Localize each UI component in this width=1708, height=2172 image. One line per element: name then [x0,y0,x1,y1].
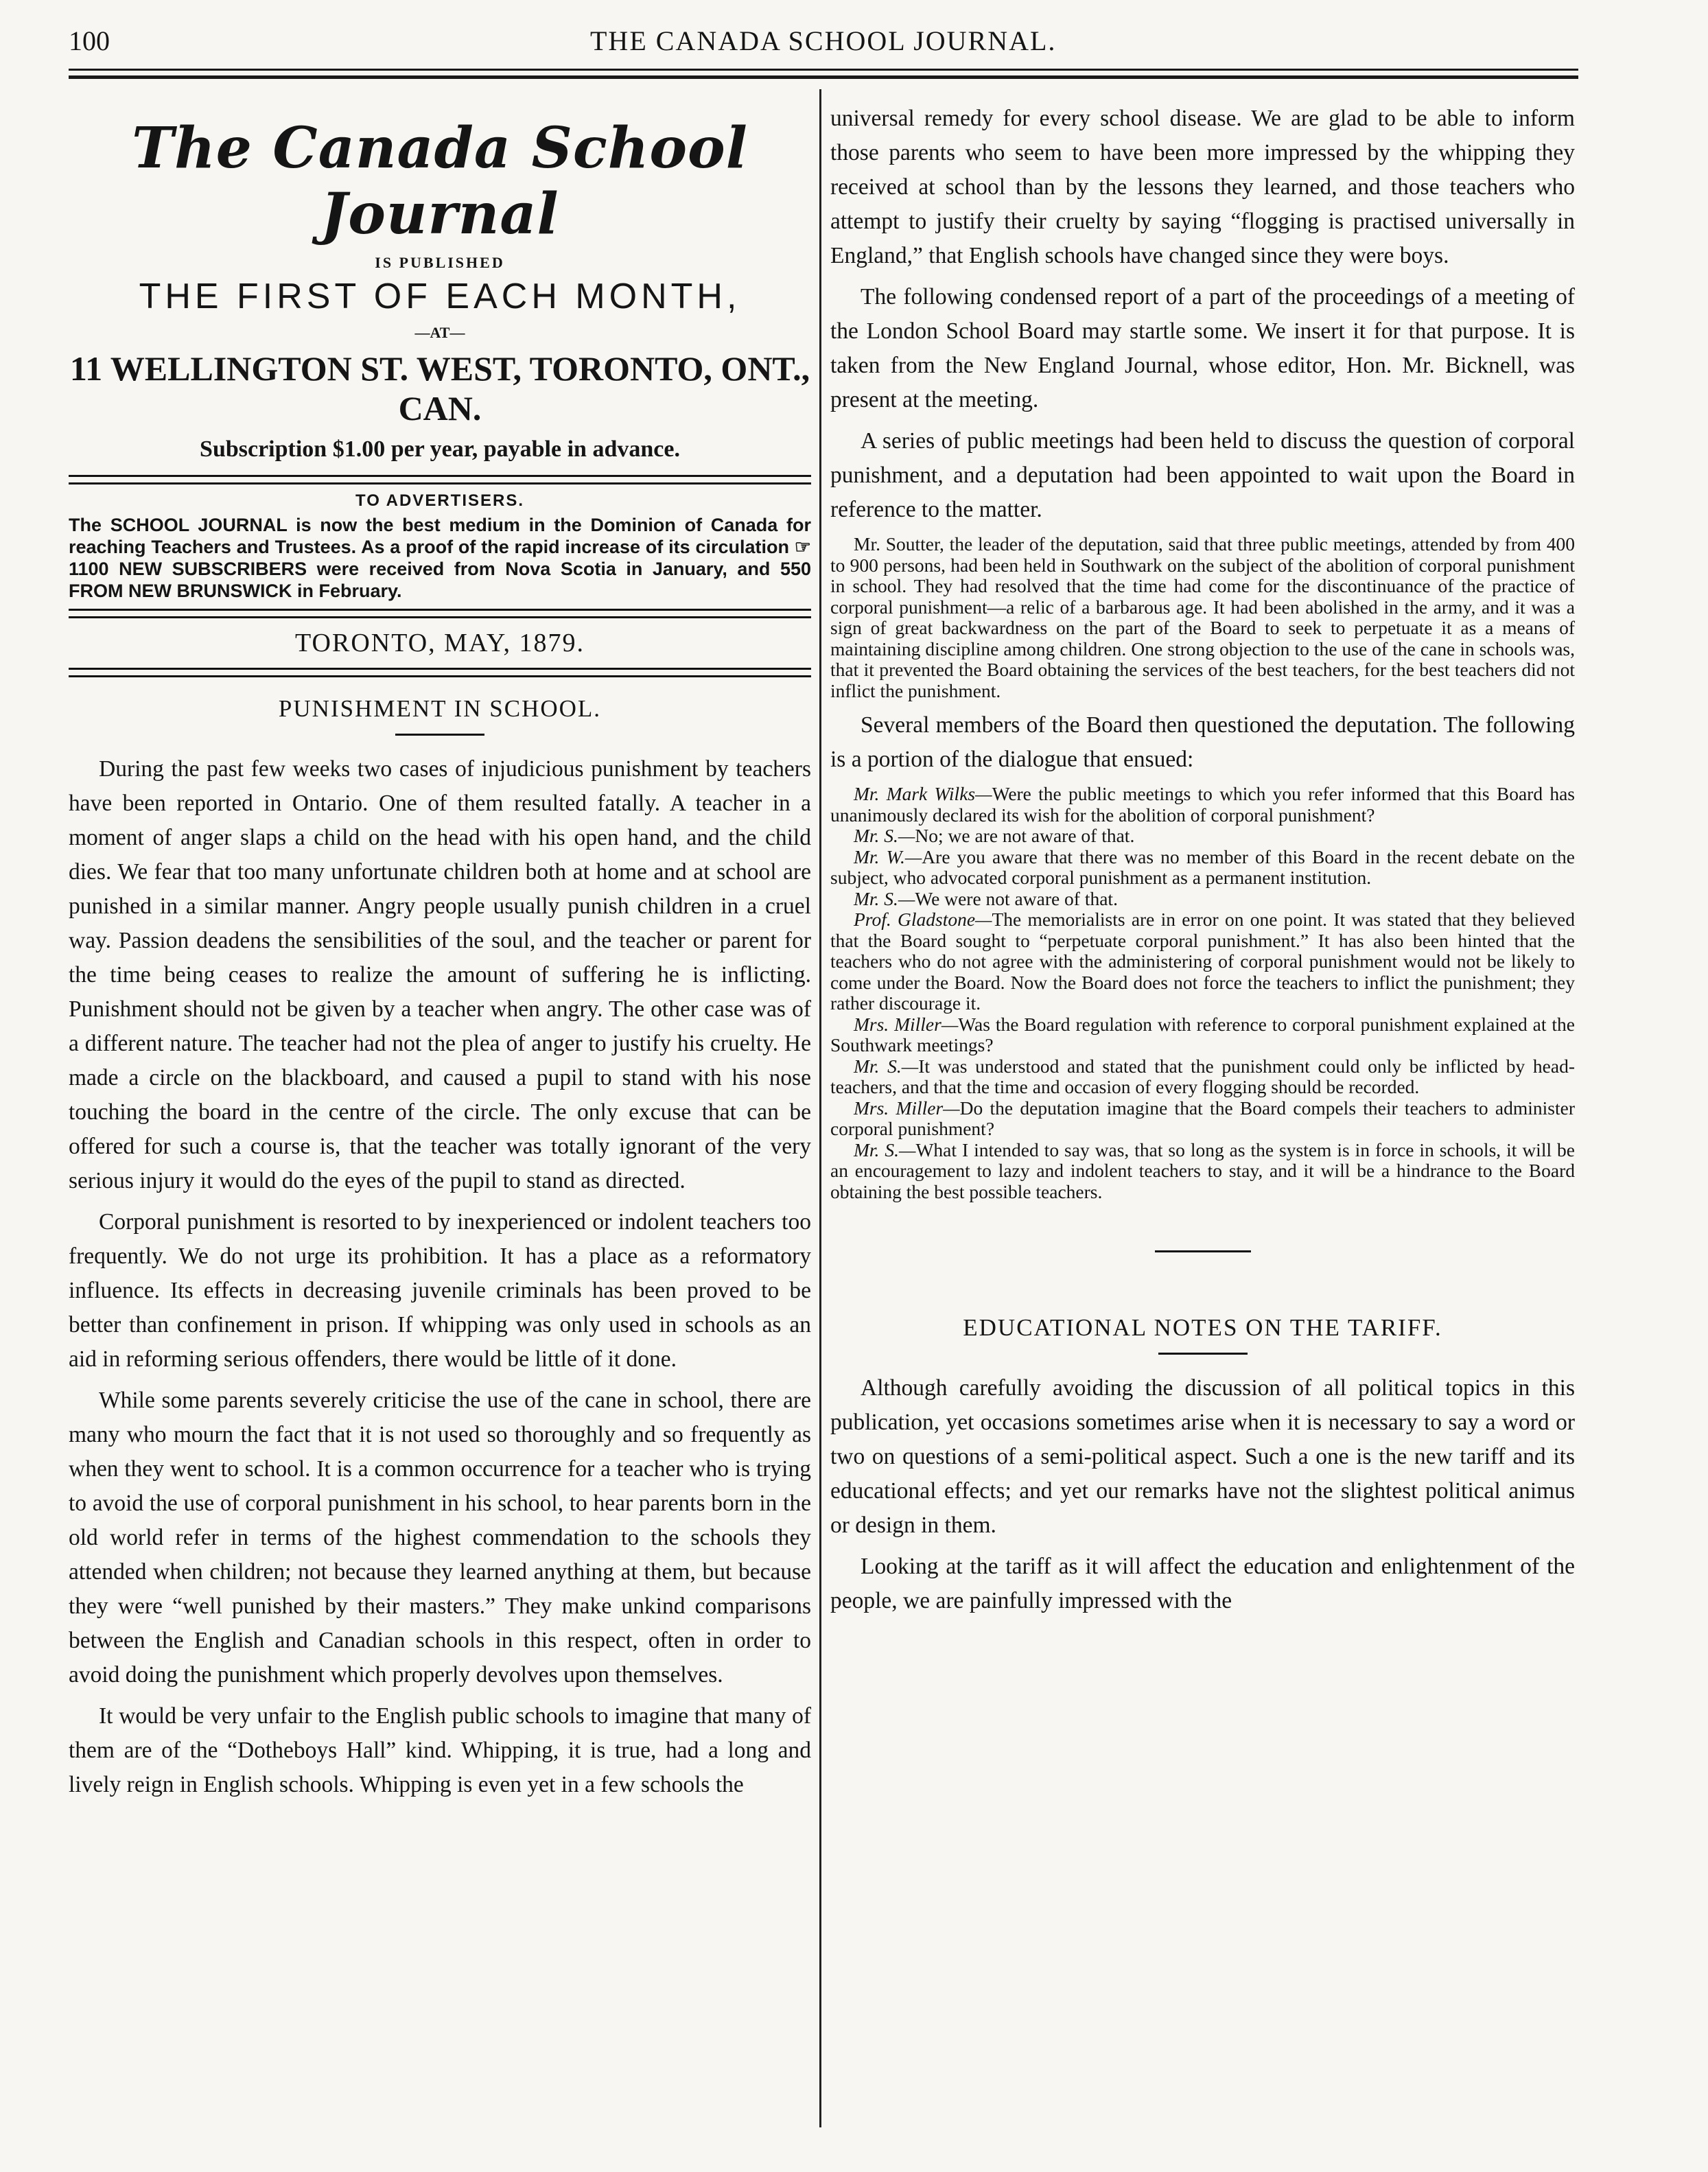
speaker: Prof. Gladstone— [854,909,992,930]
article-paragraph: Several members of the Board then questioned the deputation. The following is a portion of the dialogue that ensued: [830,712,1575,772]
speaker: Mr. S.— [854,887,915,909]
dialogue-line [830,1098,1575,1140]
advertisers-notice: The SCHOOL JOURNAL is now the best medium in the Dominion of Canada for reaching Teachers and Trustees. As a proof of the rapid increase of its circulation ☞ 1100 NEW SUBSCRIBERS were received from Nova Scotia in January, and 550 FROM NEW BRUNSWICK in February. [69,515,811,601]
dialogue-line [830,1140,1575,1203]
article-paragraph: During the past few weeks two cases of injudicious punishment by teachers have been reported in Ontario. One of them resulted fatally. A teacher in a moment of anger slaps a child on the head with his open hand, and the child dies. We fear that too many unfortunate children both at home and at school are punished in a similar manner. Angry people usually punish children in a cruel way. Passion deadens the sensibilities of the soul, and the teacher or parent for the time being ceases to realize the amount of suffering he is inflicting. Punishment should not be given by a teacher when angry. The other case was of a different nature. The teacher had not the plea of anger to justify his cruelty. He made a circle on the blackboard, and caused a pupil to stand with his nose touching the board in the centre of the circle. The only excuse that can be offered for such a course is, that the teacher was totally ignorant of the very serious injury it would do the eyes of the pupil to stand as directed. [69,756,811,1194]
publication-frequency: THE FIRST OF EACH MONTH, [139,277,741,316]
page-header [69,19,1578,60]
article-paragraph: Although carefully avoiding the discussion of all political topics in this publication, yet occasions sometimes arise when it is necessary to say a word or two on questions of a semi-political aspect. Such a one is the new tariff and its educational effects; and yet our remarks have not the slightest political animus or design in them. [830,1375,1575,1538]
title-rule [395,734,484,736]
dialogue-line [830,889,1575,910]
speaker: Mrs. Miller— [854,1013,959,1035]
header-rule [69,69,1578,71]
dialogue-text: We were not aware of that. [915,887,1118,909]
double-rule [69,475,811,484]
report-paragraph: Mr. Soutter, the leader of the deputation, said that three public meetings, attended by from 400 to 900 persons, had been held in Southwark on the subject of the abolition of corporal punishment in school. They had resolved that the time had come for the discontinuance of the practice of corporal punishment—a relic of a barbarous age. It had been abolished in the army, and it was a sign of great backwardness on the part of the Board to seek to perpetuate it as a means of maintaining discipline among children. One strong objection to the use of the cane in schools was, that it prevented the Board obtaining the services of the best teachers, for the best teachers did not inflict the punishment. [830,533,1575,701]
article-paragraph: It would be very unfair to the English public schools to imagine that many of them are of the “Dotheboys Hall” kind. Whipping, it is true, had a long and lively reign in English schools. Whipping is even yet in a few schools the [69,1703,811,1798]
dialogue-line [830,909,1575,1014]
dialogue-line [830,1056,1575,1098]
dialogue-text: It was understood and stated that the punishment could only be inflicted by head-teachers, and that the time and occasion of every flogging should be recorded. [830,1055,1575,1097]
advertisers-heading: TO ADVERTISERS. [355,491,525,510]
dialogue-line [830,847,1575,889]
article-paragraph: Looking at the tariff as it will affect the education and enlightenment of the people, we are painfully impressed with the [830,1554,1575,1613]
header-rule-thick [69,75,1578,79]
speaker: Mr. Mark Wilks— [854,783,992,804]
office-address: 11 WELLINGTON ST. WEST, TORONTO, ONT., CAN. [69,349,810,428]
double-rule [69,668,811,677]
dialogue-line [830,1014,1575,1056]
dialogue-text: The memorialists are in error on one point. It was stated that they believed that the Board sought to “perpetuate corporal punishment.” It has also been hinted that the teachers who do not agree with the administering of corporal punishment would not be likely to come under the Board. Now the Board does not force the teachers to inflict the punishment; they rather discourage it. [830,909,1575,1014]
dialogue-text: Do the deputation imagine that the Board compels their teachers to administer corporal punishment? [830,1097,1576,1139]
dialogue [830,784,1575,1202]
speaker: Mr. W.— [854,845,922,867]
dialogue-text: Are you aware that there was no member of this Board in the recent debate on the subject, who advocated corporal punishment as a permanent institution. [830,845,1575,888]
article-title: PUNISHMENT IN SCHOOL. [278,695,602,723]
article-paragraph: universal remedy for every school disease. We are glad to be able to inform those parents who seem to have been more impressed by the whipping they received at school than by the lessons they learned, and those teachers who attempt to justify their cruelty by saying “flogging is practised universally in England,” that English schools have changed since they were boys. [830,106,1575,268]
right-column [830,102,1575,1625]
speaker: Mrs. Miller— [854,1097,960,1119]
article-paragraph: A series of public meetings had been held to discuss the question of corporal punishment, and a deputation had been appointed to wait upon the Board in reference to the matter. [830,428,1575,522]
subscription-notice: Subscription $1.00 per year, payable in advance. [200,436,680,462]
dialogue-line [830,826,1575,847]
speaker: Mr. S.— [854,1138,916,1160]
article-paragraph: The following condensed report of a part of the proceedings of a meeting of the London School Board may startle some. We insert it for that purpose. It is taken from the New England Journal, whose editor, Hon. Mr. Bicknell, was present at the meeting. [830,284,1575,412]
dialogue-text: Was the Board regulation with reference to corporal punishment explained at the Southwark meetings? [830,1013,1575,1055]
dialogue-text: What I intended to say was, that so long as the system is in force in schools, it will be an encouragement to lazy and indolent teachers to stay, and it will be a hindrance to the Board obtaining the best possible teachers. [830,1138,1576,1202]
is-published: IS PUBLISHED [375,254,505,271]
issue-dateline: TORONTO, MAY, 1879. [295,629,585,658]
speaker: Mr. S.— [854,1055,919,1077]
double-rule [69,609,811,618]
title-rule [1158,1353,1248,1355]
masthead-title: The Canada School Journal [132,115,748,247]
article-paragraph: While some parents severely criticise the use of the cane in school, there are many who mourn the fact that it is not used so thoroughly and so frequently as when they went to school. It is a common occurrence for a teacher who is trying to avoid the use of corporal punishment in his school, to hear parents born in the old world refer in terms of the highest commendation to the schools they attended when children; not because they learned anything at them, but because they were “well punished by their masters.” They make unkind comparisons between the English and Canadian schools in this respect, often in order to avoid doing the punishment which properly devolves upon themselves. [69,1388,811,1688]
section-separator [1155,1250,1251,1252]
at-line: —AT— [414,324,465,341]
left-column [69,103,811,1809]
dialogue-text: No; we are not aware of that. [915,825,1135,846]
running-title: THE CANADA SCHOOL JOURNAL. [590,25,1057,56]
dialogue-text: Were the public meetings to which you refer informed that this Board has unanimously declared its wish for the abolition of corporal punishment? [830,783,1575,826]
dialogue-line [830,784,1575,826]
page-number: 100 [69,25,110,56]
column-divider [819,89,821,2127]
article-title: EDUCATIONAL NOTES ON THE TARIFF. [963,1314,1442,1341]
speaker: Mr. S.— [854,825,915,846]
article-paragraph: Corporal punishment is resorted to by inexperienced or indolent teachers too frequently. We do not urge its prohibition. It has a place as a reformatory influence. Its effects in decreasing juvenile criminals has been proved to be better than confinement in prison. If whipping was only used in schools as an aid in reforming serious offenders, there would be little of it done. [69,1209,811,1373]
